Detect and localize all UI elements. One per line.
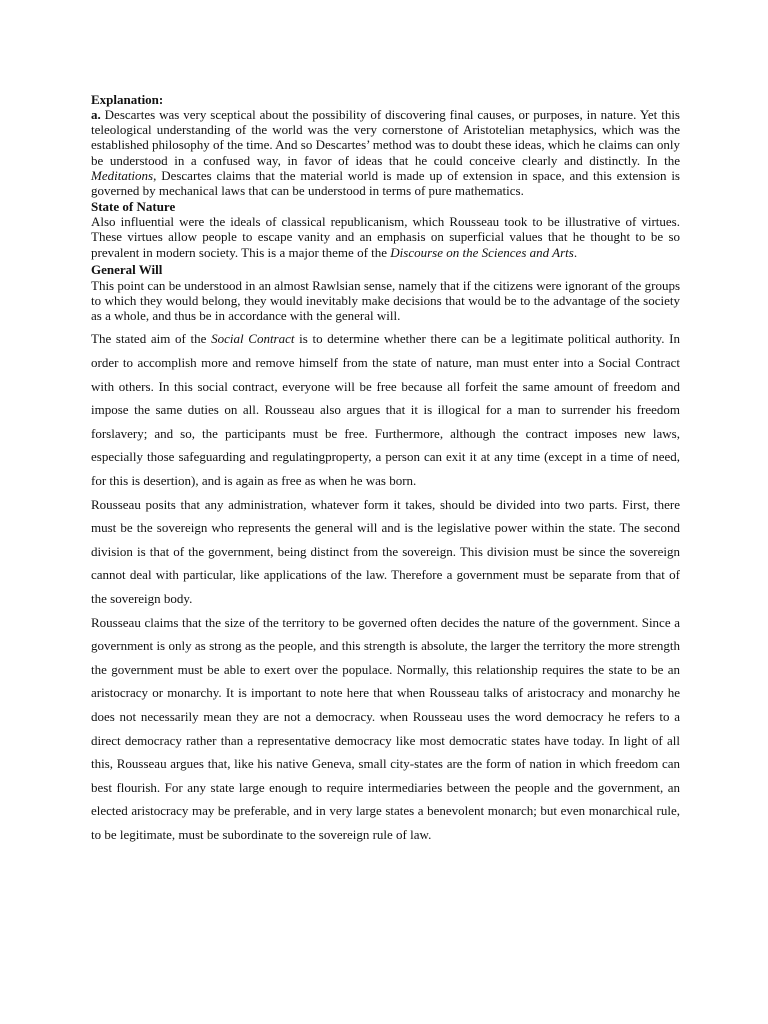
territory-paragraph: Rousseau claims that the size of the territory to be governed often decides the nature of the government. Since a government is only as strong as the people, and this strength is absolute, the larger the territory the more strength the government must be able to exert over the populace. Normally, this relationship requires the state to be an aristocracy or monarchy. It is important to note here that when Rousseau talks of aristocracy and monarchy he does not necessarily mean they are not a democracy. when Rousseau uses the word democracy he refers to a direct democracy rather than a representative democracy like most democratic states have today. In light of all this, Rousseau argues that, like his native Geneva, small city-states are the form of nation in which freedom can best flourish. For any state large enough to require intermediaries between the people and the government, an elected aristocracy may be preferable, and in very large states a benevolent monarch; but even monarchical rule, to be legitimate, must be subordinate to the sovereign rule of law. — [91, 614, 680, 842]
social-contract-text-1: The stated aim of the — [91, 331, 212, 347]
explanation-text-1: Descartes was very sceptical about the possibility of discovering final causes, or purposes, in nature. Yet this teleological understanding of the world was the very cornerstone of Aristotelian metaphysics, which was the established philosophy of the time. And so Descartes’ method was to doubt these ideas, which he claims can only be understood in a confused way, in favor of ideas that he could conceive clearly and distinctly. In the — [91, 107, 680, 168]
general-will-heading: General Will — [91, 261, 163, 277]
explanation-lead: a. — [91, 107, 101, 122]
explanation-text-2: , Descartes claims that the material world is made up of extension in space, and this extension is governed by mechanical laws that can be understood in terms of pure mathematics. — [91, 167, 680, 199]
state-of-nature-text-2: . — [573, 244, 578, 260]
document-page — [91, 92, 680, 847]
meditations-title: Meditations — [91, 167, 154, 183]
social-contract-text-2: is to determine whether there can be a legitimate political authority. In order to accomplish more and remove himself from the state of nature, man must enter into a Social Contract with others. In this social contract, everyone will be free because all forfeit the same amount of freedom and impose the same duties on all. Rousseau also argues that it is illogical for a man to surrender his freedom forslavery; and so, the participants must be free. Furthermore, although the contract imposes new laws, especially those safeguarding and regulatingproperty, a person can exit it at any time (except in a time of need, for this is desertion), and is again as free as when he was born. — [91, 331, 680, 488]
social-contract-paragraph — [91, 327, 680, 492]
social-contract-title: Social Contract — [211, 331, 295, 347]
state-of-nature-heading: State of Nature — [91, 199, 176, 215]
general-will-paragraph: This point can be understood in an almost Rawlsian sense, namely that if the citizens were ignorant of the groups to which they would belong, they would inevitably make decisions that would be to the advantage of the society as a whole, and thus be in accordance with the general will. — [91, 277, 680, 324]
explanation-paragraph — [91, 107, 680, 198]
explanation-heading: Explanation: — [91, 92, 164, 107]
discourse-title: Discourse on the Sciences and Arts — [390, 244, 574, 260]
state-of-nature-paragraph — [91, 214, 680, 260]
state-of-nature-text-1: Also influential were the ideals of classical republicanism, which Rousseau took to be illustrative of virtues. These virtues allow people to escape vanity and an emphasis on superficial values that he thought to be so prevalent in modern society. This is a major theme of the — [91, 214, 680, 260]
administration-paragraph: Rousseau posits that any administration, whatever form it takes, should be divided into two parts. First, there must be the sovereign who represents the general will and is the legislative power within the state. The second division is that of the government, being distinct from the sovereign. This division must be since the sovereign cannot deal with particular, like applications of the law. Therefore a government must be separate from that of the sovereign body. — [91, 496, 680, 606]
